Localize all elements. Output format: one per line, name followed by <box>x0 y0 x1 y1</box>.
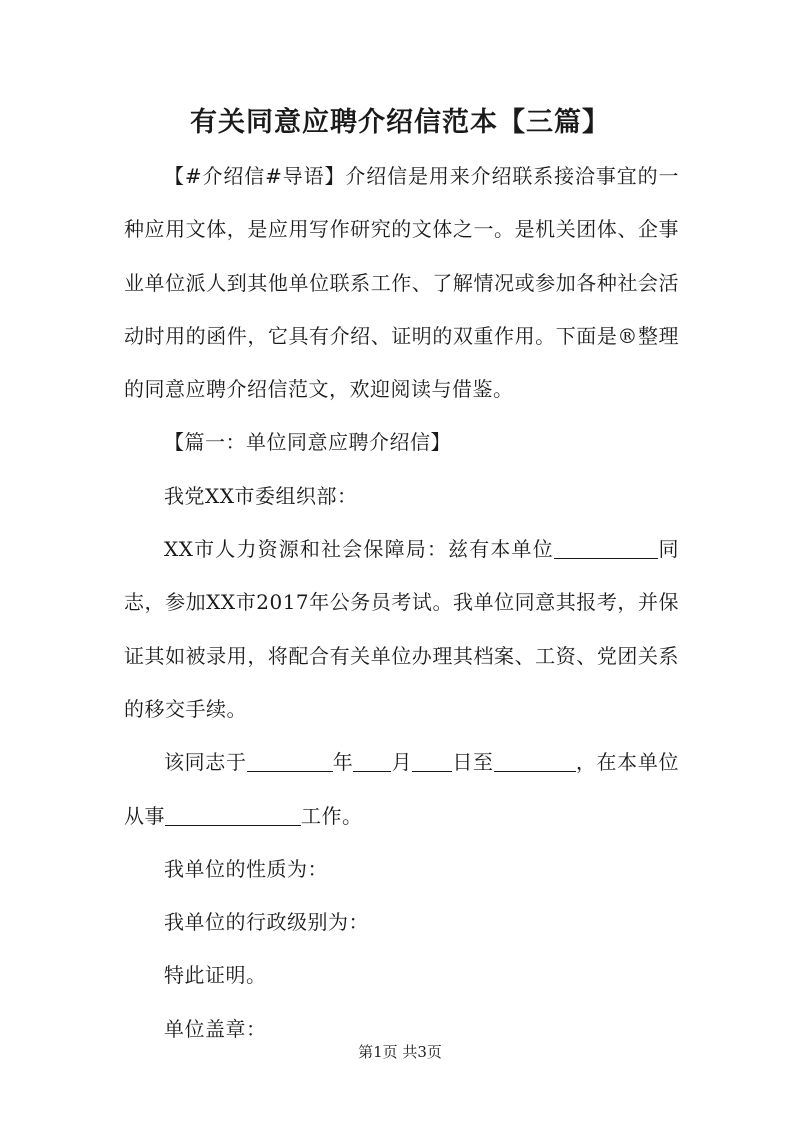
year-blank <box>247 751 333 772</box>
paragraph-text: 年 <box>332 750 354 775</box>
paragraph-text: ，在本单位从事 <box>124 750 679 828</box>
page-footer: 第1页 共3页 <box>358 1043 442 1061</box>
seal-line: 单位盖章： <box>164 1016 267 1041</box>
end-date-blank <box>494 751 576 772</box>
paragraph-text: 同志，参加XX市2017年公务员考试。我单位同意其报考，并保证其如被录用，将配合有关单位办理其档案、工资、党团关系的移交手续。 <box>124 537 680 721</box>
document-title: 有关同意应聘介绍信范本【三篇】 <box>190 107 610 138</box>
intro-paragraph: 【#介绍信#导语】介绍信是用来介绍联系接洽事宜的一种应用文体，是应用写作研究的文体之一。是机关团体、企事业单位派人到其他单位联系工作、了解情况或参加各种社会活动时用的函件，它具有介绍、证明的双重作用。下面是®整理的同意应聘介绍信范文，欢迎阅读与借鉴。 <box>124 164 679 402</box>
document-body <box>124 150 679 1056</box>
paragraph-text: 该同志于 <box>164 750 247 775</box>
paragraph-text: 工作。 <box>301 803 363 828</box>
unit-level-line: 我单位的行政级别为： <box>164 910 369 935</box>
paragraph-text: 月 <box>391 750 413 775</box>
section-heading: 【篇一：单位同意应聘介绍信】 <box>164 430 451 455</box>
name-blank <box>554 538 658 559</box>
unit-nature-line: 我单位的性质为： <box>164 856 328 881</box>
paragraph-text: 日至 <box>452 750 494 775</box>
letter-paragraph-1 <box>124 523 679 736</box>
letter-paragraph-2 <box>124 736 679 843</box>
work-blank <box>165 805 301 826</box>
proof-line: 特此证明。 <box>164 963 267 988</box>
day-blank <box>412 751 452 772</box>
paragraph-text: XX市人力资源和社会保障局：兹有本单位 <box>164 537 554 562</box>
month-blank <box>353 751 391 772</box>
salutation: 我党XX市委组织部： <box>164 483 358 508</box>
